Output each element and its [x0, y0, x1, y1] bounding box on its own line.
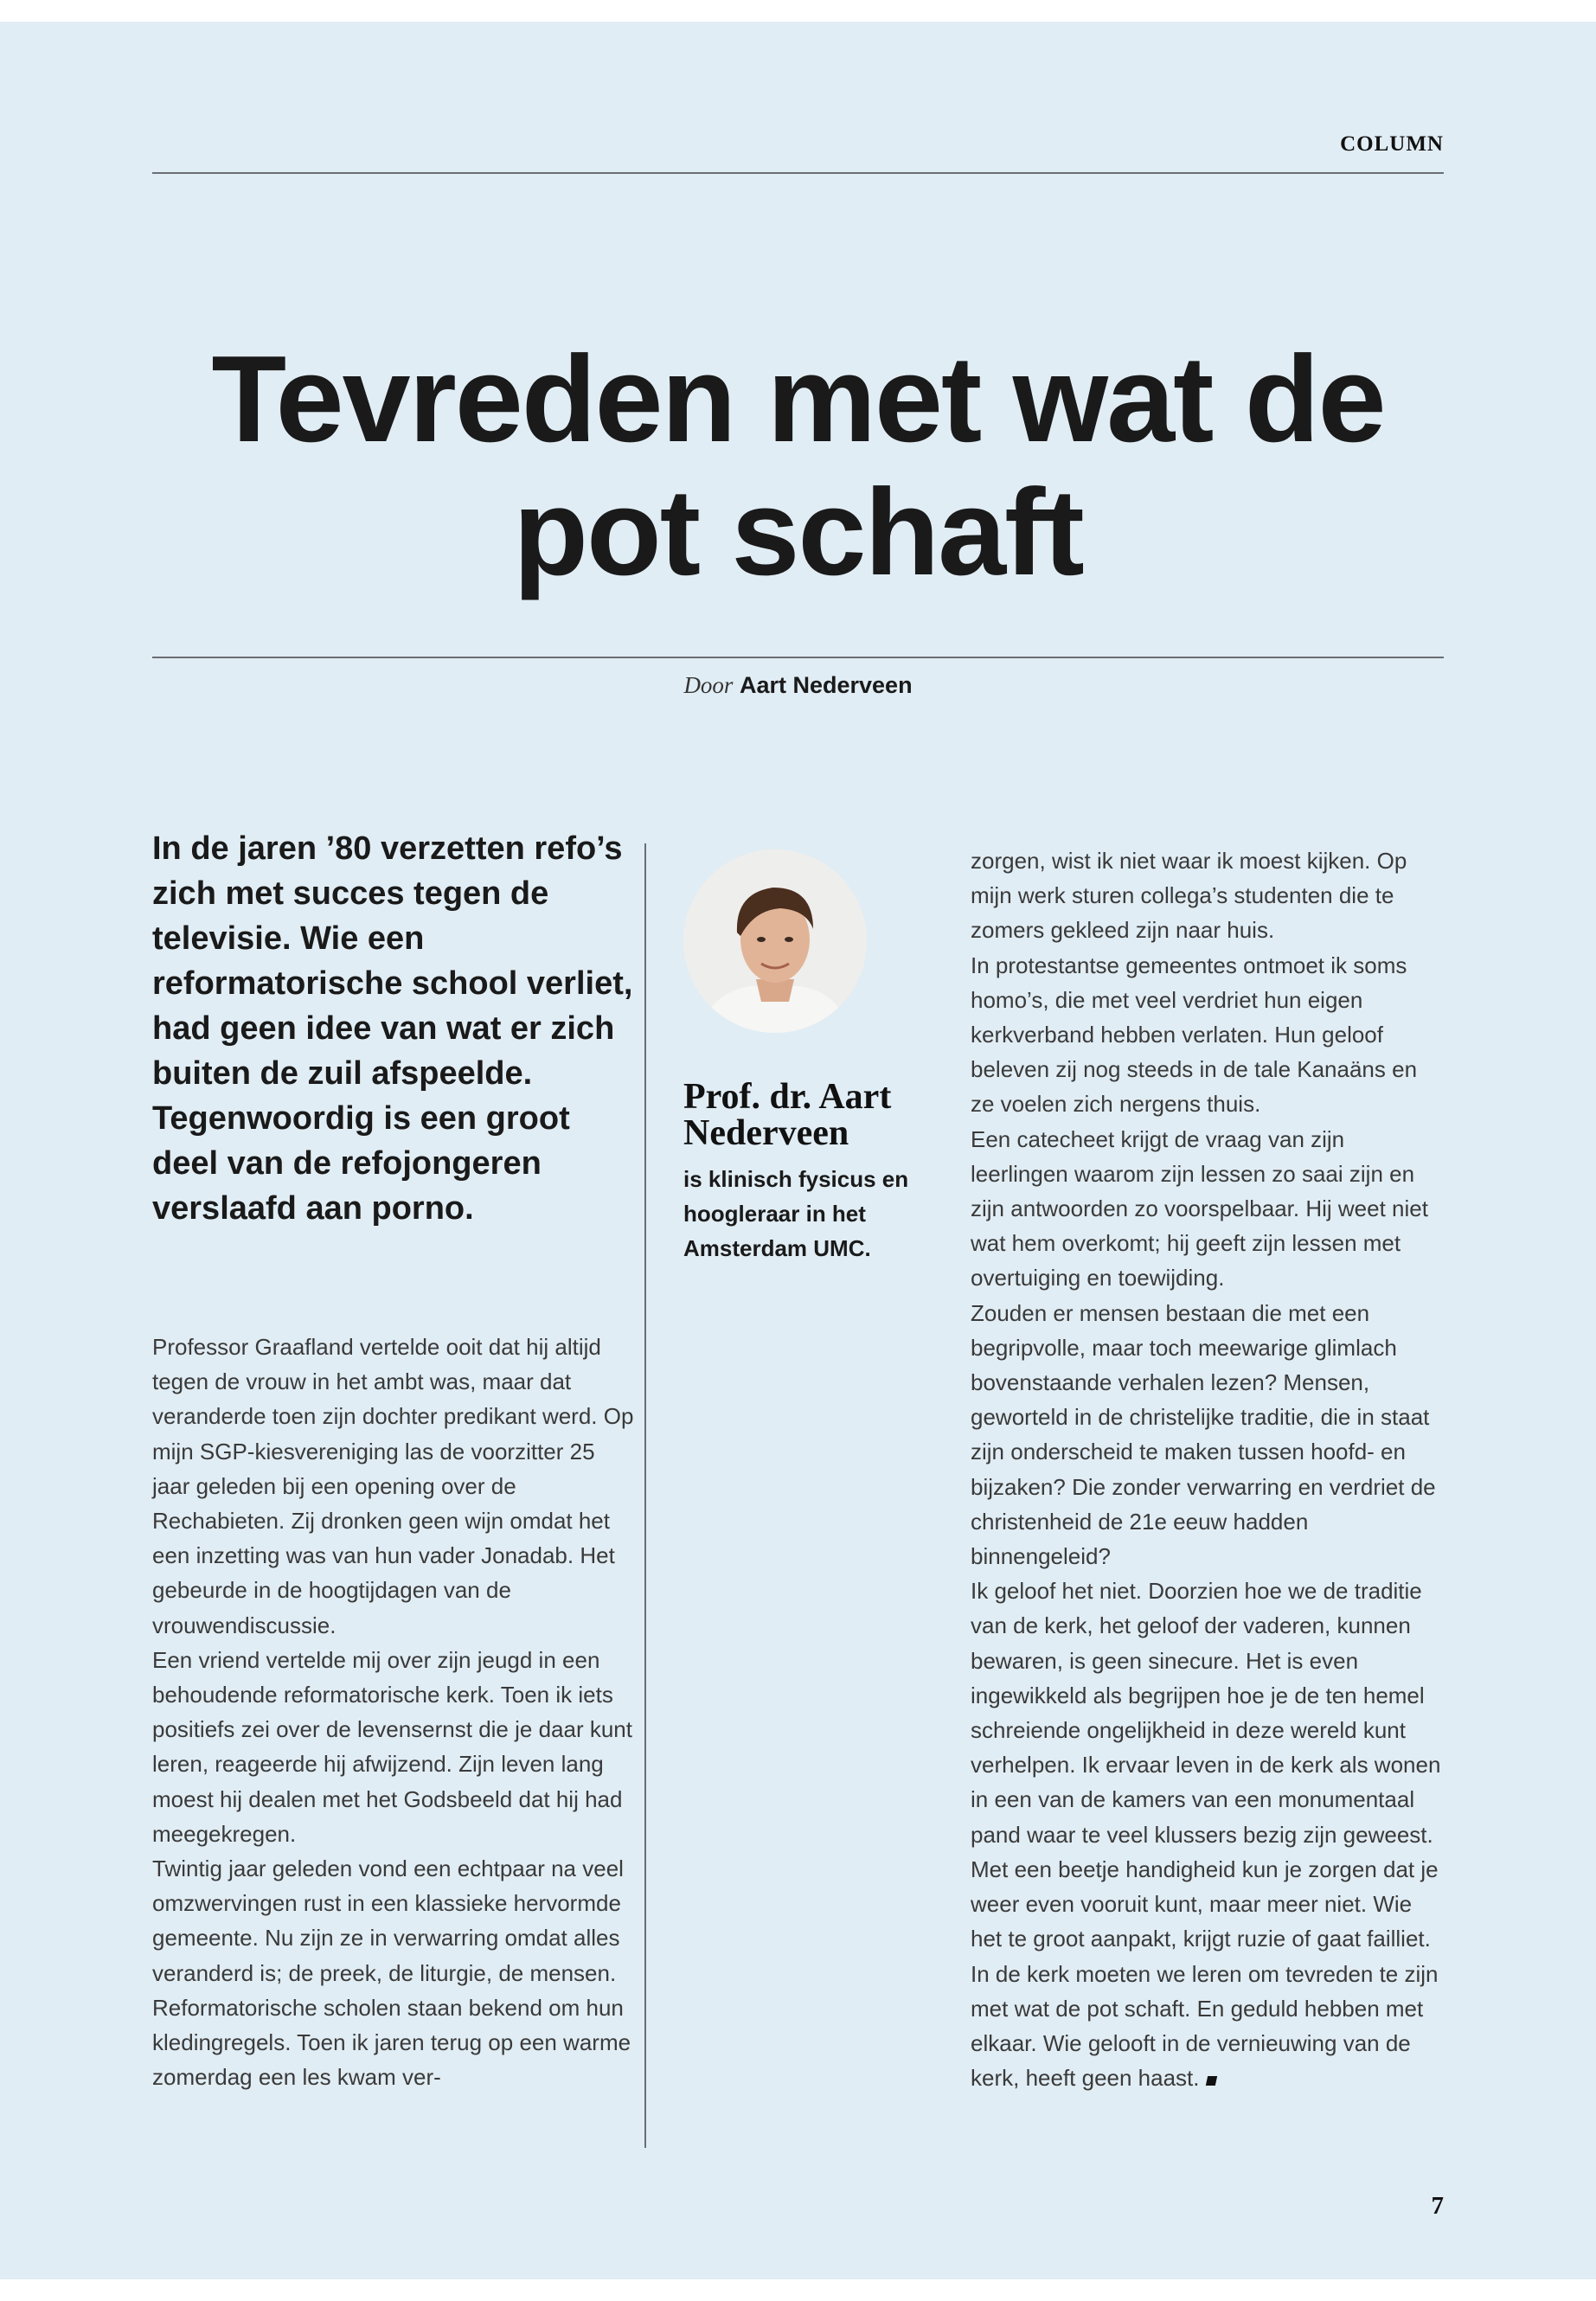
byline-author: Aart Nederveen: [739, 672, 913, 698]
body-paragraph: Een vriend vertelde mij over zijn jeugd in een behoudende reformatorische kerk. Toen ik iets positiefs zei over de levensernst die je daar kunt leren, reageerde hij afwijzend. Zijn leven lang moest hij dealen met het Godsbeeld dat hij had meegekregen.: [152, 1646, 632, 1847]
title-divider: [152, 657, 1444, 658]
column-divider: [644, 843, 646, 2148]
body-paragraph: Professor Graafland vertelde ooit dat hij altijd tegen de vrouw in het ambt was, maar dat veranderde toen zijn dochter predikant werd. Op mijn SGP-kiesvereniging las de voorzitter 25 jaar geleden bij een opening over de Rechabieten. Zij dronken geen wijn omdat het een inzetting was van hun vader Jonadab. Het gebeurde in de hoogtijdagen van de vrouwendiscussie.: [152, 1334, 634, 1638]
body-paragraph: Reformatorische scholen staan bekend om hun kledingregels. Toen ik jaren terug op een warme zomerdag een les kwam ver-: [152, 1994, 631, 2091]
body-paragraph: Twintig jaar geleden vond een echtpaar na veel omzwervingen rust in een klassieke hervormde gemeente. Nu zijn ze in verwarring omdat alles veranderd is; de preek, de liturgie, de mensen.: [152, 1856, 624, 1986]
byline: [152, 672, 1444, 699]
body-column-right: [971, 843, 1446, 2095]
article-title: Tevreden met wat de pot schaft: [211, 330, 1385, 601]
body-paragraph: Ik geloof het niet. Doorzien hoe we de traditie van de kerk, het geloof der vaderen, kunnen bewaren, is geen sinecure. Het is even ingewikkeld als begrijpen hoe je de ten hemel schreiende ongelijkheid in deze wereld kunt verhelpen. Ik ervaar leven in de kerk als wonen in een van de kamers van een monumentaal pand waar te veel klussers bezig zijn geweest. Met een beetje handigheid kun je zorgen dat je weer even vooruit kunt, maar meer niet. Wie het te groot aanpakt, krijgt ruzie of gaat failliet.: [971, 1578, 1441, 1952]
closing-text: In de kerk moeten we leren om tevreden te zijn met wat de pot schaft. En geduld hebben met elkaar. Wie gelooft in de vernieuwing van de kerk, heeft geen haast.: [971, 1960, 1439, 2092]
author-portrait-icon: [683, 849, 867, 1033]
body-paragraph: In protestantse gemeentes ontmoet ik soms homo’s, die met veel verdriet hun eigen kerkverband hebben verlaten. Hun geloof beleven zij nog steeds in de tale Kanaäns en ze voelen zich nergens thuis.: [971, 952, 1418, 1118]
body-paragraph: Zouden er mensen bestaan die met een begripvolle, maar toch meewarige glimlach bovenstaande verhalen lezen? Mensen, geworteld in de christelijke traditie, die in staat zijn onderscheid te maken tussen hoofd- en bijzaken? Die zonder verwarring en verdriet de christenheid de 21e eeuw hadden binnengeleid?: [971, 1299, 1436, 1570]
author-photo: [683, 849, 867, 1033]
magazine-page: [0, 22, 1596, 2279]
top-divider: [152, 172, 1444, 174]
body-paragraph: Een catecheet krijgt de vraag van zijn leerlingen waarom zijn lessen zo saai zijn en zijn antwoorden zo voorspelbaar. Hij weet niet wat hem overkomt; hij geeft zijn lessen met overtuiging en toewijding.: [971, 1125, 1428, 1292]
article-lead: In de jaren ’80 verzetten refo’s zich met succes tegen de televisie. Wie een reformatorische school verliet, had geen idee van wat er zich buiten de zuil afspeelde. Tegenwoordig is een groot deel van de refojongeren verslaafd aan porno.: [152, 830, 633, 1227]
page-number: 7: [1431, 2192, 1444, 2220]
section-label: COLUMN: [1340, 132, 1444, 156]
body-paragraph-last: [971, 1957, 1446, 2096]
end-of-article-icon: [1205, 2076, 1216, 2086]
body-paragraph: zorgen, wist ik niet waar ik moest kijken. Op mijn werk sturen collega’s studenten die te zomers gekleed zijn naar huis.: [971, 848, 1407, 944]
bio-name: Prof. dr. Aart Nederveen: [683, 1077, 892, 1153]
bio-description: is klinisch fysicus en hoogleraar in het Amsterdam UMC.: [683, 1166, 909, 1261]
body-column-left: [152, 1330, 637, 2094]
byline-prefix: Door: [683, 672, 734, 698]
